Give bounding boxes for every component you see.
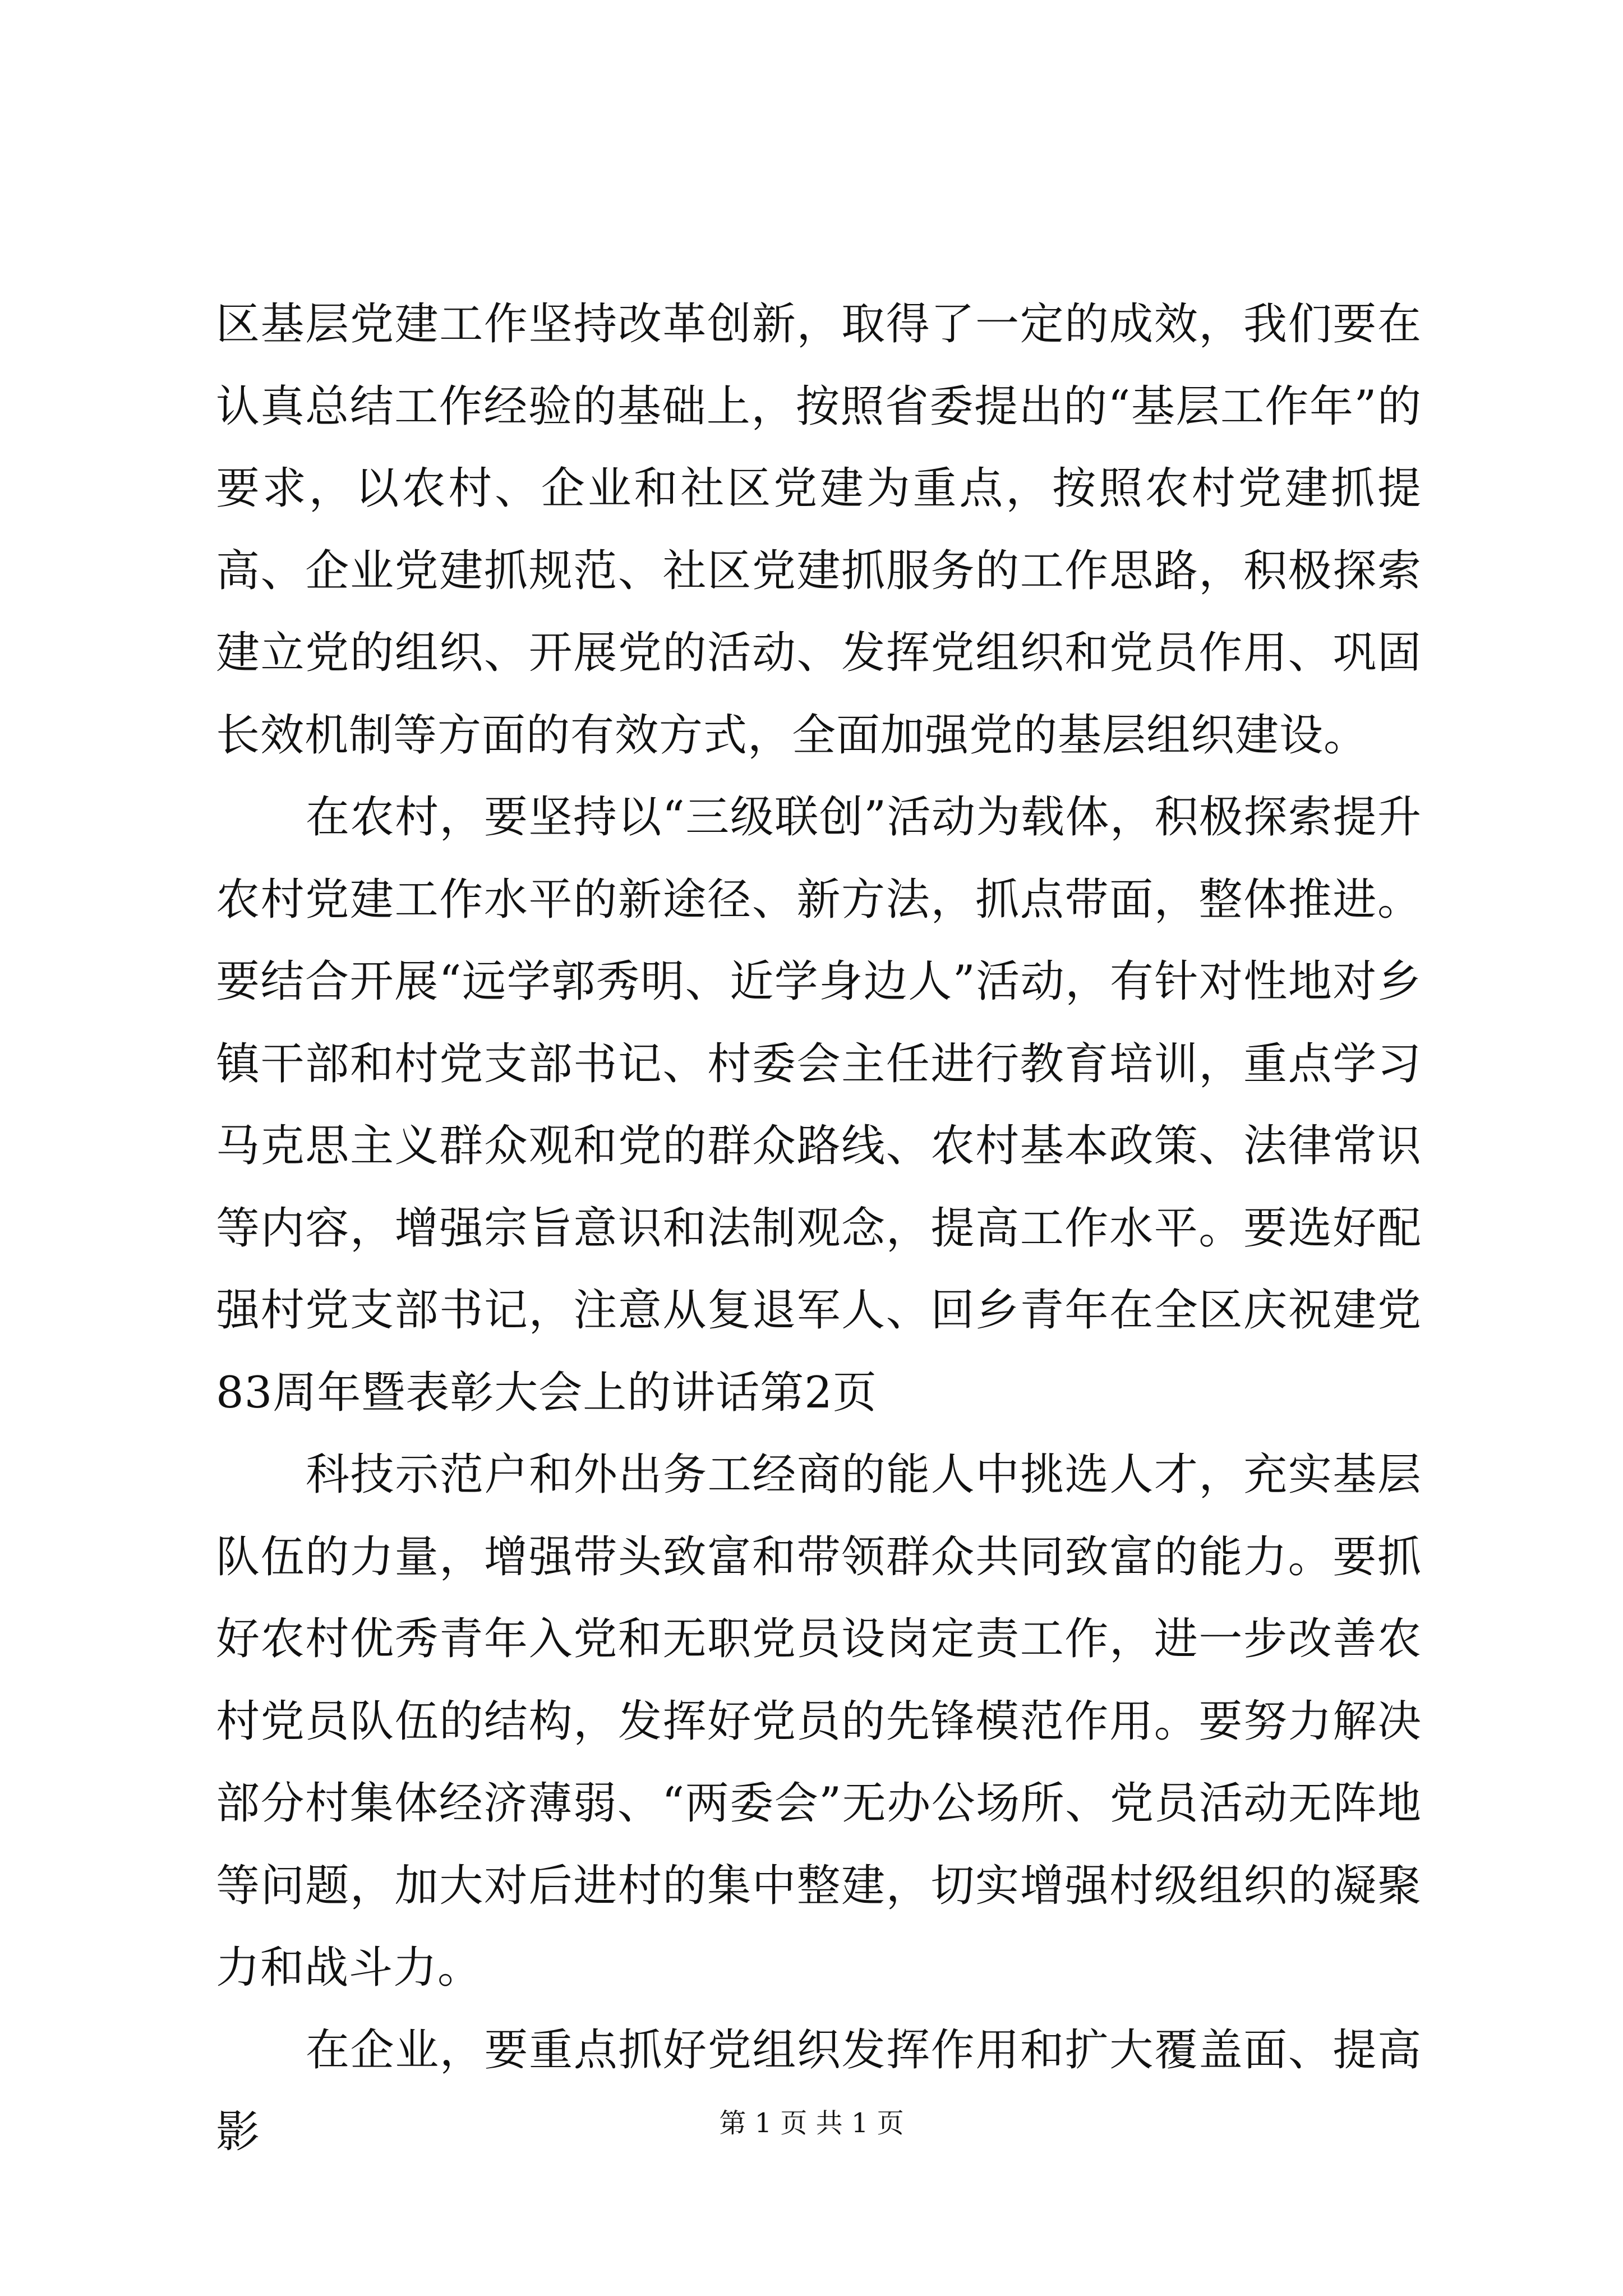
page-footer: 第 1 页 共 1 页 (719, 2108, 904, 2139)
paragraph-2: 在农村，要坚持以“三级联创”活动为载体，积极探索提升农村党建工作水平的新途径、新方法，抓点带面，整体推进。要结合开展“远学郭秀明、近学身边人”活动，有针对性地对乡镇干部和村党支部书记、村委会主任进行教育培训，重点学习马克思主义群众观和党的群众路线、农村基本政策、法律常识等内容，增强宗旨意识和法制观念，提高工作水平。要选好配强村党支部书记，注意从复退军人、回乡青年在全区庆祝建党83周年暨表彰大会上的讲话第2页 (216, 792, 1422, 1418)
paragraph-3: 科技示范户和外出务工经商的能人中挑选人才，充实基层队伍的力量，增强带头致富和带领群众共同致富的能力。要抓好农村优秀青年入党和无职党员设岗定责工作，进一步改善农村党员队伍的结构，发挥好党员的先锋模范作用。要努力解决部分村集体经济薄弱、“两委会”无办公场所、党员活动无阵地等问题，加大对后进村的集中整建，切实增强村级组织的凝聚力和战斗力。 (216, 1450, 1422, 1993)
paragraph-4: 在企业，要重点抓好党组织发挥作用和扩大覆盖面、提高影 (216, 2024, 1422, 2157)
paragraph-1: 区基层党建工作坚持改革创新，取得了一定的成效，我们要在认真总结工作经验的基础上，按照省委提出的“基层工作年”的要求，以农村、企业和社区党建为重点，按照农村党建抓提高、企业党建抓规范、社区党建抓服务的工作思路，积极探索建立党的组织、开展党的活动、发挥党组织和党员作用、巩固长效机制等方面的有效方式，全面加强党的基层组织建设。 (216, 299, 1422, 761)
document-body (216, 283, 1422, 2174)
